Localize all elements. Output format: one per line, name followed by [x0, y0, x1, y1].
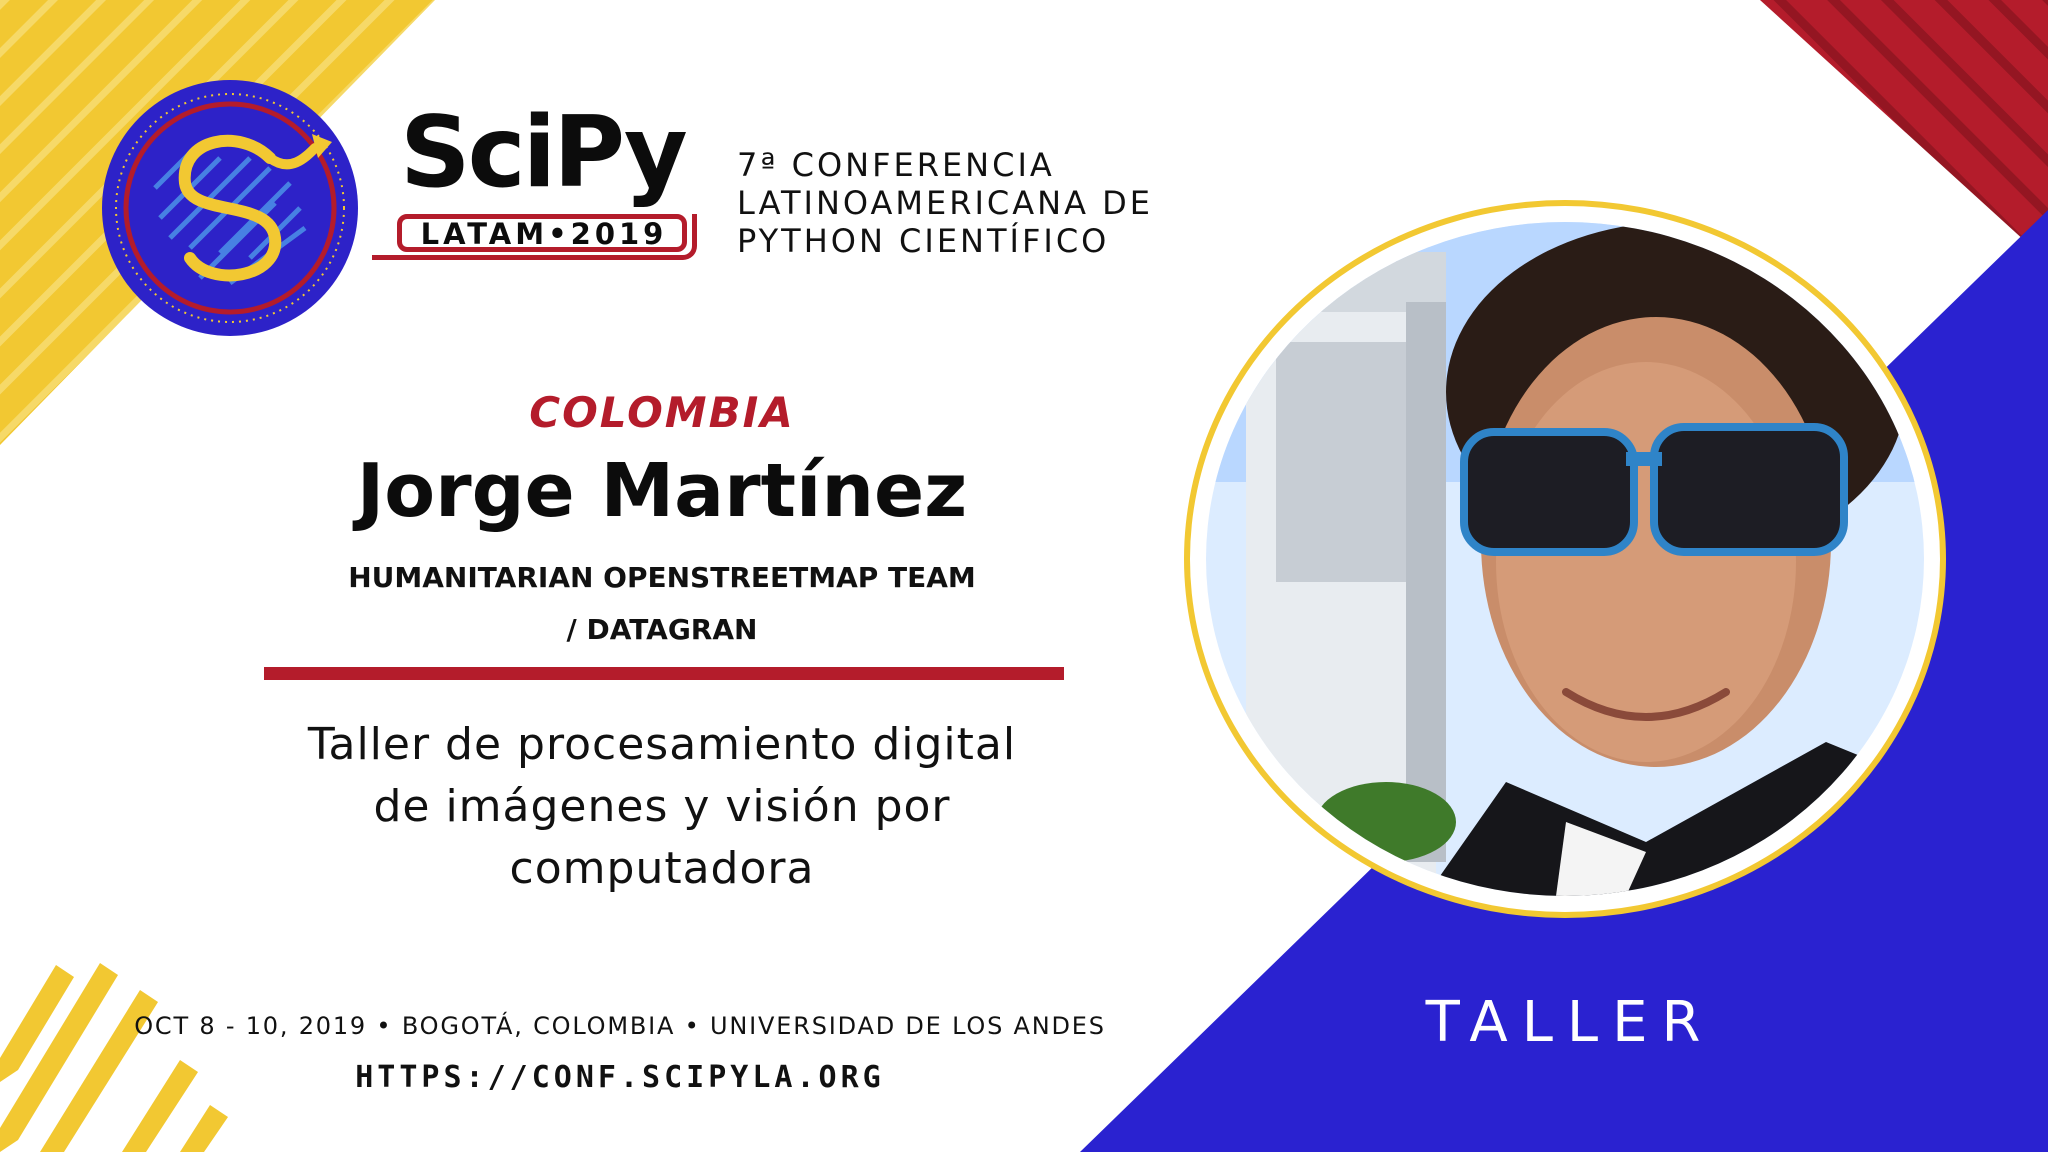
event-info: OCT 8 - 10, 2019 • BOGOTÁ, COLOMBIA • UNIVERSIDAD DE LOS ANDES — [134, 1012, 1106, 1040]
talk-title-line: de imágenes y visión por — [373, 781, 951, 832]
talk-title-line: computadora — [509, 843, 815, 894]
speaker-organization — [262, 552, 1062, 656]
yellow-stripes-bottom-left — [0, 963, 228, 1152]
talk-title-line: Taller de procesamiento digital — [307, 719, 1017, 770]
brand-edition: LATAM•2019 — [420, 217, 668, 251]
talk-title — [242, 714, 1082, 900]
speaker-photo-illustration — [1206, 222, 1924, 896]
scipy-logo-icon — [100, 78, 360, 338]
conference-line: PYTHON CIENTÍFICO — [737, 222, 1110, 260]
brand-title: SciPy — [400, 96, 685, 210]
speaker-country: COLOMBIA — [529, 388, 795, 437]
scipy-wordmark — [352, 96, 702, 262]
conference-description — [737, 146, 1153, 260]
event-url: HTTPS://CONF.SCIPYLA.ORG — [355, 1060, 885, 1095]
org-line: HUMANITARIAN OPENSTREETMAP TEAM — [348, 561, 976, 594]
speaker-name: Jorge Martínez — [356, 448, 968, 534]
divider — [264, 667, 1064, 680]
red-corner-panel — [1760, 0, 2048, 262]
speaker-photo — [1206, 222, 1924, 896]
org-line: / DATAGRAN — [566, 613, 758, 646]
talk-type-label: TALLER — [1425, 990, 1715, 1055]
conference-line: 7ª CONFERENCIA — [737, 146, 1055, 184]
conference-line: LATINOAMERICANA DE — [737, 184, 1153, 222]
